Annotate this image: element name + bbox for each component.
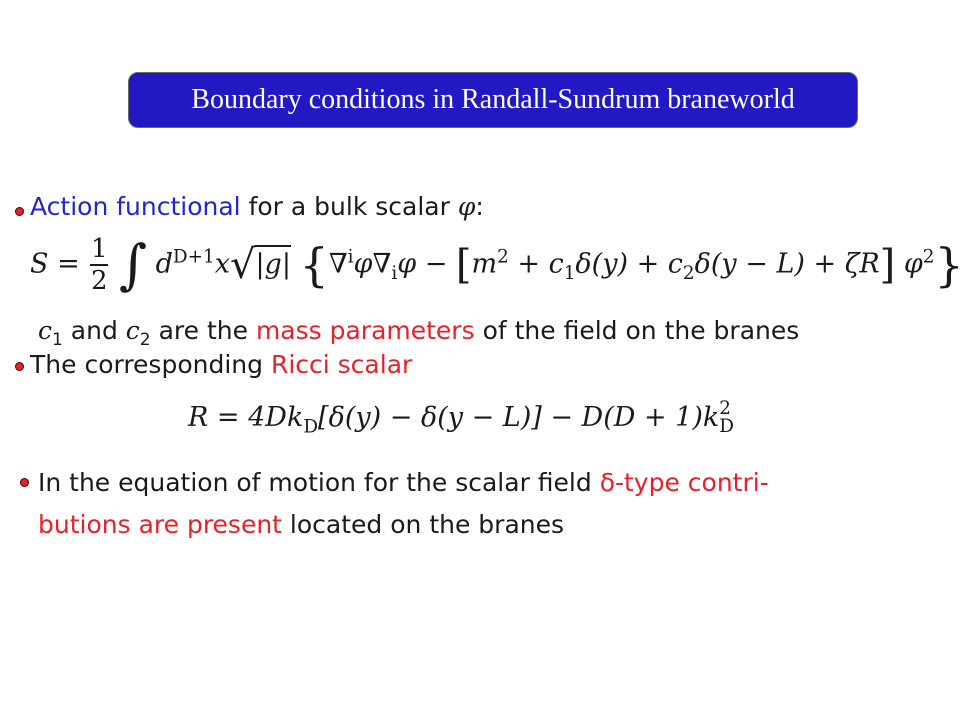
located-text: located on the branes [281, 510, 565, 539]
c1-subscript: 1 [563, 262, 576, 284]
k-superscript-2: 2 [719, 398, 731, 419]
delta-y-term: δ(y) + c [575, 248, 683, 280]
c2-subscript: 2 [682, 262, 695, 284]
eom-text: In the equation of motion for the scalar field [38, 468, 600, 497]
bullet-marker-1 [15, 207, 24, 216]
c2-sub: 2 [139, 330, 151, 350]
phi-exponent: 2 [922, 246, 935, 268]
minus-sign: − [424, 248, 448, 280]
ricci-scalar-highlight: Ricci scalar [270, 350, 413, 379]
eq2-lhs: R = 4Dk [188, 401, 304, 433]
bullet-marker-3 [20, 478, 29, 487]
mass-parameters-rest: of the field on the branes [474, 316, 800, 345]
mass-exponent: 2 [497, 246, 509, 268]
integral-sign: ∫ [118, 233, 148, 296]
close-brace: } [934, 238, 964, 292]
present-highlight: butions are present [38, 510, 282, 539]
frac-numerator: 1 [91, 234, 108, 264]
open-brace: { [299, 238, 329, 292]
nabla-1: ∇ [328, 248, 348, 280]
delta-type-highlight: δ-type contri- [599, 468, 769, 497]
mass-parameters-highlight: mass parameters [255, 316, 475, 345]
corresponding-text: The corresponding [30, 350, 271, 379]
bullet-1-colon: : [475, 192, 484, 221]
bullet-marker-2 [15, 362, 24, 371]
nabla-2: ∇ [372, 248, 392, 280]
plus-c1: + c [517, 248, 564, 280]
phi-1: φ [353, 248, 373, 280]
measure-d: d [155, 248, 173, 280]
phi-3: φ [903, 248, 923, 280]
phi-2: φ [397, 248, 417, 280]
ricci-equation [188, 400, 734, 437]
measure-var: x [214, 248, 230, 280]
frac-denominator: 2 [91, 266, 108, 296]
open-bracket: [ [455, 242, 472, 288]
phi-symbol: φ [457, 192, 476, 221]
action-equation [30, 233, 964, 296]
mass-m: m [471, 248, 498, 280]
close-bracket: ] [879, 242, 896, 288]
bullet-1-text [30, 192, 484, 222]
k-subscript-2: D [719, 416, 734, 438]
slide-title: Boundary conditions in Randall-Sundrum braneworld [191, 84, 795, 115]
k-subscript-1: D [303, 416, 319, 438]
are-the-text: are the [150, 316, 256, 345]
measure-exponent: D+1 [172, 246, 215, 268]
bullet-3-line-2 [38, 510, 564, 540]
nabla-2-index: i [391, 262, 398, 284]
sqrt-argument: |g| [255, 245, 290, 280]
c2-symbol: c [125, 316, 140, 345]
k-scripts [719, 400, 734, 437]
eq2-middle: [δ(y) − δ(y − L)] − D(D + 1)k [318, 401, 720, 433]
action-functional-label: Action functional [30, 192, 241, 221]
bullet-2-text [30, 350, 412, 380]
and-text: and [62, 316, 126, 345]
bullet-3-line-1 [38, 468, 769, 498]
one-half-fraction [90, 236, 108, 294]
slide-title-banner [128, 72, 858, 128]
delta-yL-term: δ(y − L) + ζR [694, 248, 880, 280]
nabla-1-index: i [347, 246, 354, 268]
bullet-1-rest: for a bulk scalar [240, 192, 458, 221]
sqrt-sign: √ [229, 242, 256, 288]
eq1-lhs: S = [30, 248, 80, 280]
c1-symbol: c [38, 316, 53, 345]
c1-sub: 1 [52, 330, 63, 350]
